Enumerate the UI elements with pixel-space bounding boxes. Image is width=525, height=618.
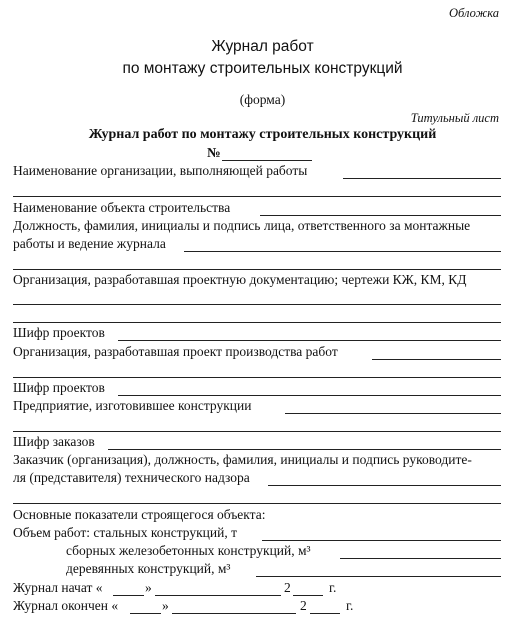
ended-month-field[interactable] [172,613,296,614]
customer-label-line1: Заказчик (организация), должность, фамилия, инициалы и подпись руководите- [13,452,472,467]
manufacturer-field[interactable] [285,413,501,414]
form-note: (форма) [239,92,286,107]
started-year-suffix: г. [329,580,337,595]
blank-line[interactable] [13,196,501,197]
org-performing-field[interactable] [343,178,501,179]
project-code-2-field[interactable] [118,395,501,396]
customer-label-line2: ля (представителя) технического надзора [13,470,250,485]
volume-concrete-field[interactable] [340,558,501,559]
started-label: Журнал начат « [13,580,103,595]
ended-label: Журнал окончен « [13,598,119,613]
project-code-1-field[interactable] [118,340,501,341]
main-indicators-label: Основные показатели строящегося объекта: [13,507,266,522]
cover-label: Обложка [449,6,499,20]
customer-field[interactable] [268,485,501,486]
blank-line[interactable] [13,304,501,305]
object-name-field[interactable] [260,215,501,216]
blank-line[interactable] [13,503,501,504]
blank-line[interactable] [13,269,501,270]
responsible-label-line1: Должность, фамилия, инициалы и подпись лица, ответственного за монтажные [13,218,471,233]
ended-year-field[interactable] [310,613,340,614]
ended-day-field[interactable] [130,613,161,614]
object-name-label: Наименование объекта строительства [13,200,231,215]
blank-line[interactable] [13,322,501,323]
manufacturer-label: Предприятие, изготовившее конструкции [13,398,252,413]
blank-line[interactable] [13,431,501,432]
project-code-1-label: Шифр проектов [13,325,105,340]
order-code-label: Шифр заказов [13,434,95,449]
volume-concrete-label: сборных железобетонных конструкций, м³ [66,543,311,558]
volume-wood-field[interactable] [256,576,501,577]
started-quote-close: » [145,580,152,595]
blank-line[interactable] [13,377,501,378]
volume-steel-label: Объем работ: стальных конструкций, т [13,525,237,540]
ppr-org-field[interactable] [372,359,501,360]
started-year-field[interactable] [293,595,323,596]
design-org-label: Организация, разработавшая проектную документацию; чертежи КЖ, КМ, КД [13,272,467,287]
ppr-org-label: Организация, разработавшая проект производства работ [13,344,338,359]
volume-steel-field[interactable] [262,540,501,541]
cover-title-line1: Журнал работ [211,38,314,55]
responsible-field[interactable] [184,251,501,252]
journal-title: Журнал работ по монтажу строительных конструкций [88,127,437,142]
volume-wood-label: деревянных конструкций, м³ [66,561,231,576]
order-code-field[interactable] [108,449,501,450]
started-day-field[interactable] [113,595,144,596]
ended-year-prefix: 2 [300,598,307,613]
started-month-field[interactable] [155,595,281,596]
number-label: № [207,145,221,160]
number-field[interactable] [222,160,312,161]
ended-quote-close: » [162,598,169,613]
responsible-label-line2: работы и ведение журнала [13,236,166,251]
started-year-prefix: 2 [284,580,291,595]
title-page-label: Титульный лист [410,111,499,125]
ended-year-suffix: г. [346,598,354,613]
project-code-2-label: Шифр проектов [13,380,105,395]
org-performing-label: Наименование организации, выполняющей работы [13,163,308,178]
cover-title-line2: по монтажу строительных конструкций [122,60,403,77]
